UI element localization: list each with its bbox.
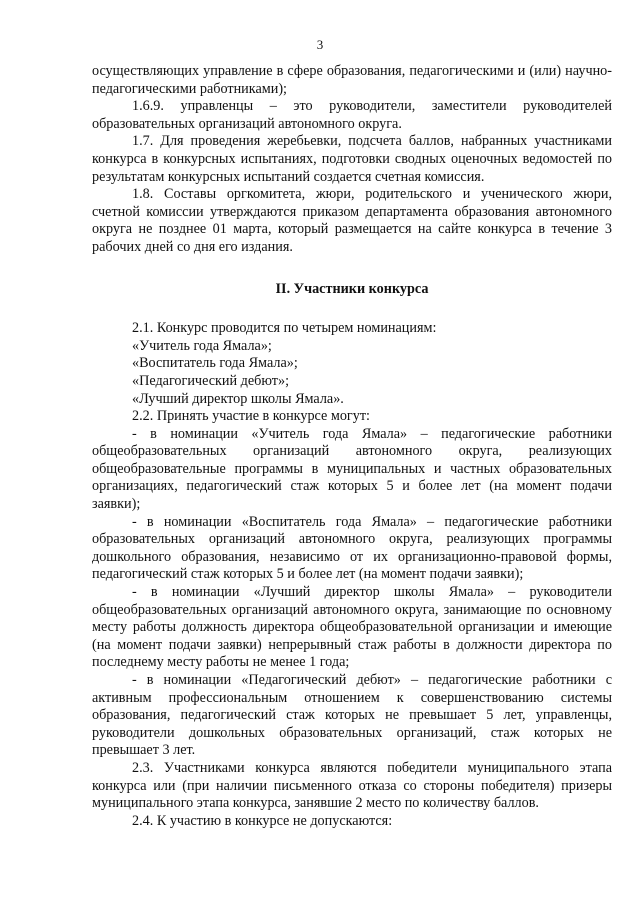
section-title: II. Участники конкурса bbox=[275, 280, 429, 297]
participant-item: - в номинации «Лучший директор школы Ямала» – руководители общеобразовательных организаций автономного округа, занимающие по основному месту работы должность директора общеобразовательной организации и имеющие (на момент подачи заявки) непрерывный стаж работы в должности директора по последнему месту работы не менее 1 года; bbox=[92, 584, 612, 671]
nomination-item: «Воспитатель года Ямала»; bbox=[132, 355, 298, 372]
paragraph-1-7: 1.7. Для проведения жеребьевки, подсчета баллов, набранных участниками конкурса в конкурсных испытаниях, подготовки сводных оценочных ведомостей по результатам конкурсных испытаний создается счетная комиссия. bbox=[92, 133, 612, 185]
page-number: 3 bbox=[316, 37, 324, 52]
participant-item: - в номинации «Педагогический дебют» – педагогические работники с активным профессиональным отношением к совершенствованию системы образования, педагогический стаж которых не превышает 5 лет, управленцы, руководители дошкольных образовательных организаций, стаж которых не превышает 3 лет. bbox=[92, 672, 612, 759]
participant-item: - в номинации «Учитель года Ямала» – педагогические работники общеобразовательных организаций автономного округа, реализующих общеобразовательные программы в муниципальных и частных образовательных организациях, педагогический стаж которых 5 и более лет (на момент подачи заявки); bbox=[92, 425, 612, 513]
paragraph-2-1: 2.1. Конкурс проводится по четырем номинациям: bbox=[132, 320, 437, 337]
nomination-item: «Педагогический дебют»; bbox=[132, 372, 290, 389]
nomination-item: «Лучший директор школы Ямала». bbox=[132, 390, 344, 407]
paragraph-2-3: 2.3. Участниками конкурса являются победители муниципального этапа конкурса или (при наличии письменного отказа со стороны победителя) призеры муниципального этапа конкурса, занявшие 2 место по количеству баллов. bbox=[92, 759, 612, 812]
document-body bbox=[92, 63, 612, 830]
paragraph-continuation: осуществляющих управление в сфере образования, педагогическими и (или) научно-педагогическими работниками); bbox=[92, 63, 612, 97]
nomination-item: «Учитель года Ямала»; bbox=[132, 337, 272, 354]
paragraph-1-6-9: 1.6.9. управленцы – это руководители, заместители руководителей образовательных организаций автономного округа. bbox=[92, 98, 612, 132]
paragraph-2-2: 2.2. Принять участие в конкурсе могут: bbox=[132, 408, 370, 425]
paragraph-2-4: 2.4. К участию в конкурсе не допускаются: bbox=[132, 812, 393, 829]
paragraph-1-8: 1.8. Составы оргкомитета, жюри, родительского и ученического жюри, счетной комиссии утверждаются приказом департамента образования автономного округа не позднее 01 марта, который размещается на сайте конкурса в течение 3 рабочих дней со дня его издания. bbox=[92, 186, 612, 255]
participant-item: - в номинации «Воспитатель года Ямала» – педагогические работники образовательных организаций автономного округа, реализующих программы дошкольного образования, независимо от их организационно-правовой формы, педагогический стаж которых 5 и более лет (на момент подачи заявки); bbox=[92, 513, 612, 583]
